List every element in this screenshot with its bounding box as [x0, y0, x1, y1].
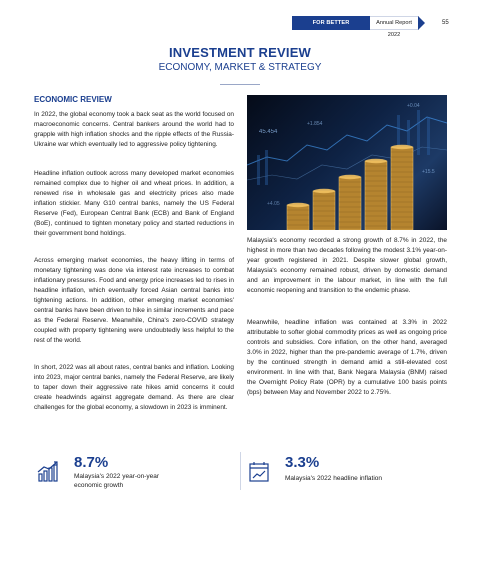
- left-paragraph-1: In 2022, the global economy took a back seat as the world focused on macroeconomic concerns. Central bankers around the world had to grapple with high inflation shocks and the ripple effects of the Russia-Ukraine war which eventually led to aggressive policy tightening.: [34, 111, 234, 148]
- left-paragraph-2: Headline inflation outlook across many developed market economies remained complex due to higher oil and wheat prices. In addition, a renewed rise in wholesale gas and electricity prices also made inflation stickier. Many G10 central banks, namely the US Federal Reserve (Fed), European Central Bank (ECB) and Bank of England (BoE), continued to tighten monetary policy and started reductions in their government bond holdings.: [34, 170, 234, 237]
- header-report-label: Annual Report 2022: [370, 16, 419, 30]
- page-subtitle: ECONOMY, MARKET & STRATEGY: [158, 62, 322, 73]
- title-divider: [220, 84, 260, 85]
- left-paragraph-4: In short, 2022 was all about rates, central banks and inflation. Looking into 2023, major central banks, namely the Federal Reserve, are likely to taper down their aggressive rate hikes amid concerns it could create headwinds against aggregate demand. As there are clear challenges for the global economy, a slowdown in 2023 is imminent.: [34, 364, 234, 411]
- header-arrow-icon: [418, 16, 425, 30]
- photo-label-2: +1.854: [307, 121, 323, 127]
- growth-chart-icon: [36, 460, 60, 484]
- photo-label-4: +15.5: [422, 169, 435, 175]
- coins-stock-photo: [247, 95, 447, 230]
- section-heading: ECONOMIC REVIEW: [34, 95, 112, 104]
- photo-label-5: +4.05: [267, 201, 280, 207]
- photo-label-1: 45.454: [259, 129, 278, 135]
- stat-inflation-value: 3.3%: [285, 454, 320, 471]
- photo-label-3: +0.04: [407, 103, 420, 109]
- stat-inflation-label: Malaysia's 2022 headline inflation: [285, 475, 382, 482]
- page-title: INVESTMENT REVIEW: [168, 45, 312, 60]
- coin-stacks: [287, 145, 413, 230]
- stat-growth-label-line1: Malaysia's 2022 year-on-year: [74, 473, 160, 480]
- page-header: [0, 16, 480, 40]
- coins-chart-illustration: [247, 95, 447, 230]
- stats-divider: [240, 452, 241, 490]
- stat-growth-value: 8.7%: [74, 454, 109, 471]
- right-paragraph-2: Meanwhile, headline inflation was contained at 3.3% in 2022 attributable to softer global commodity prices as well as ongoing price controls and subsidies. Core inflation, on the other hand, averaged 3.0% in 2022, higher than the pre-pandemic average of 1.7%, driven by the continued strength in demand amid a still-elevated cost environment. In line with that, Bank Negara Malaysia (BNM) raised the Overnight Policy Rate (OPR) by a cumulative 100 basis points (bps) between May and November 2022 to 2.75%.: [247, 319, 447, 396]
- price-tag-chart-icon: [247, 460, 271, 484]
- header-tag: FOR BETTER PERFORMANCE: [292, 16, 370, 30]
- left-paragraph-3: Across emerging market economies, the heavy lifting in terms of monetary tightening was done via interest rate increases to combat inflationary pressures. Food and energy price increases led to rises in headline inflation, which eventually forced Asian central banks into tightening actions. In addition, other emerging market economies' central banks have been driven to hike in similar increments and pace as the Federal Reserve. Meanwhile, China's zero-COVID strategy coupled with property tightening were undoubtedly less helpful to the rest of the world.: [34, 257, 234, 344]
- right-paragraph-1: Malaysia's economy recorded a strong growth of 8.7% in 2022, the highest in more than two decades following the modest 3.1% year-on-year growth registered in 2021. Despite slower global growth, Malaysia's economy remained robust, driven by domestic demand and an improvement in the labour market, in line with the full economic reopening and transition to the endemic phase.: [247, 237, 447, 294]
- page-number: 55: [442, 20, 449, 26]
- stat-growth-label-line2: economic growth: [74, 482, 124, 489]
